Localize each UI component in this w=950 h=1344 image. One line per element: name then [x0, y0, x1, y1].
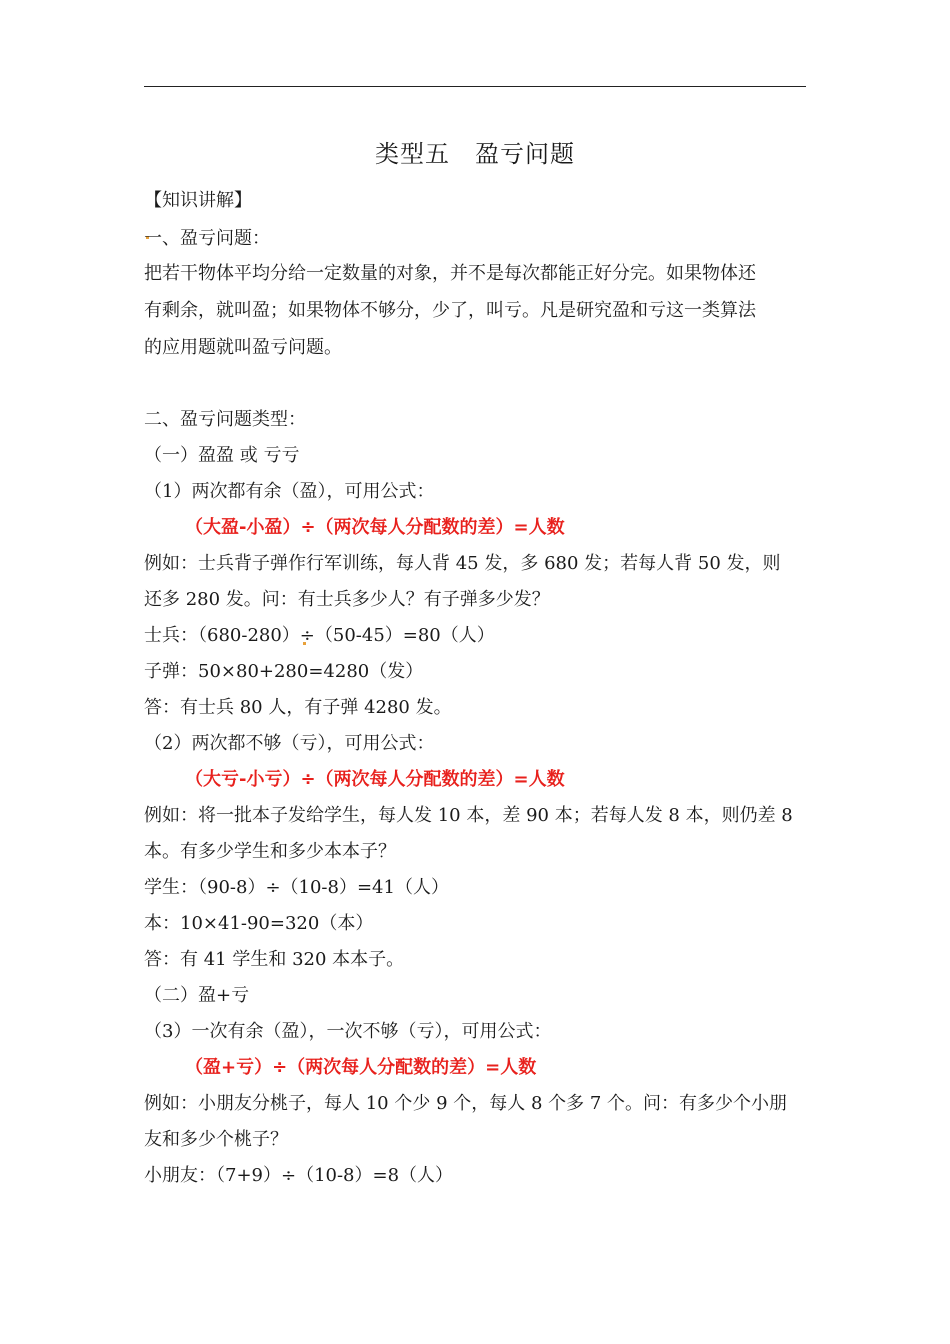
part1-body-line: 把若干物体平均分给一定数量的对象，并不是每次都能正好分完。如果物体还 [144, 263, 756, 284]
header-rule [144, 86, 806, 87]
case2-example-line: 本。有多少学生和多少本本子？ [144, 841, 396, 862]
section-label: 【知识讲解】 [144, 190, 252, 211]
type2-heading: （二）盈+亏 [144, 985, 250, 1006]
case3-label: （3）一次有余（盈），一次不够（亏），可用公式： [144, 1021, 552, 1042]
case1-formula: （大盈-小盈）÷（两次每人分配数的差）=人数 [185, 517, 565, 538]
case1-example-line: 例如：士兵背子弹作行军训练，每人背 45 发，多 680 发；若每人背 50 发，则 [144, 553, 781, 574]
case3-example-line: 例如：小朋友分桃子，每人 10 个少 9 个，每人 8 个多 7 个。问：有多少个小朋 [144, 1093, 788, 1114]
case2-solution-2: 本：10×41-90=320（本） [144, 913, 374, 934]
case1-answer: 答：有士兵 80 人，有子弹 4280 发。 [144, 697, 452, 718]
part1-heading: 一、盈亏问题： [144, 228, 270, 249]
case2-formula: （大亏-小亏）÷（两次每人分配数的差）=人数 [185, 769, 565, 790]
case2-solution-1: 学生：（90-8）÷（10-8）=41（人） [144, 877, 449, 898]
part1-body-line: 有剩余，就叫盈；如果物体不够分，少了，叫亏。凡是研究盈和亏这一类算法 [144, 300, 756, 321]
case2-answer: 答：有 41 学生和 320 本本子。 [144, 949, 405, 970]
page-title: 类型五 盈亏问题 [375, 140, 575, 168]
case2-example-line: 例如：将一批本子发给学生，每人发 10 本，差 90 本；若每人发 8 本，则仍差 8 [144, 805, 793, 826]
case3-formula: （盈+亏）÷（两次每人分配数的差）=人数 [185, 1057, 537, 1078]
case1-example-line: 还多 280 发。问：有士兵多少人？有子弹多少发？ [144, 589, 550, 610]
case3-solution-1: 小朋友：（7+9）÷（10-8）=8（人） [144, 1165, 454, 1186]
case1-solution-1: 士兵：（680-280）÷（50-45）=80（人） [144, 625, 495, 646]
case3-example-line: 友和多少个桃子？ [144, 1129, 288, 1150]
case1-solution-2: 子弹：50×80+280=4280（发） [144, 661, 424, 682]
case1-label: （1）两次都有余（盈），可用公式： [144, 481, 435, 502]
type1-heading: （一）盈盈 或 亏亏 [144, 445, 300, 466]
part2-heading: 二、盈亏问题类型： [144, 409, 306, 430]
part1-body-line: 的应用题就叫盈亏问题。 [144, 337, 342, 358]
case2-label: （2）两次都不够（亏），可用公式： [144, 733, 435, 754]
